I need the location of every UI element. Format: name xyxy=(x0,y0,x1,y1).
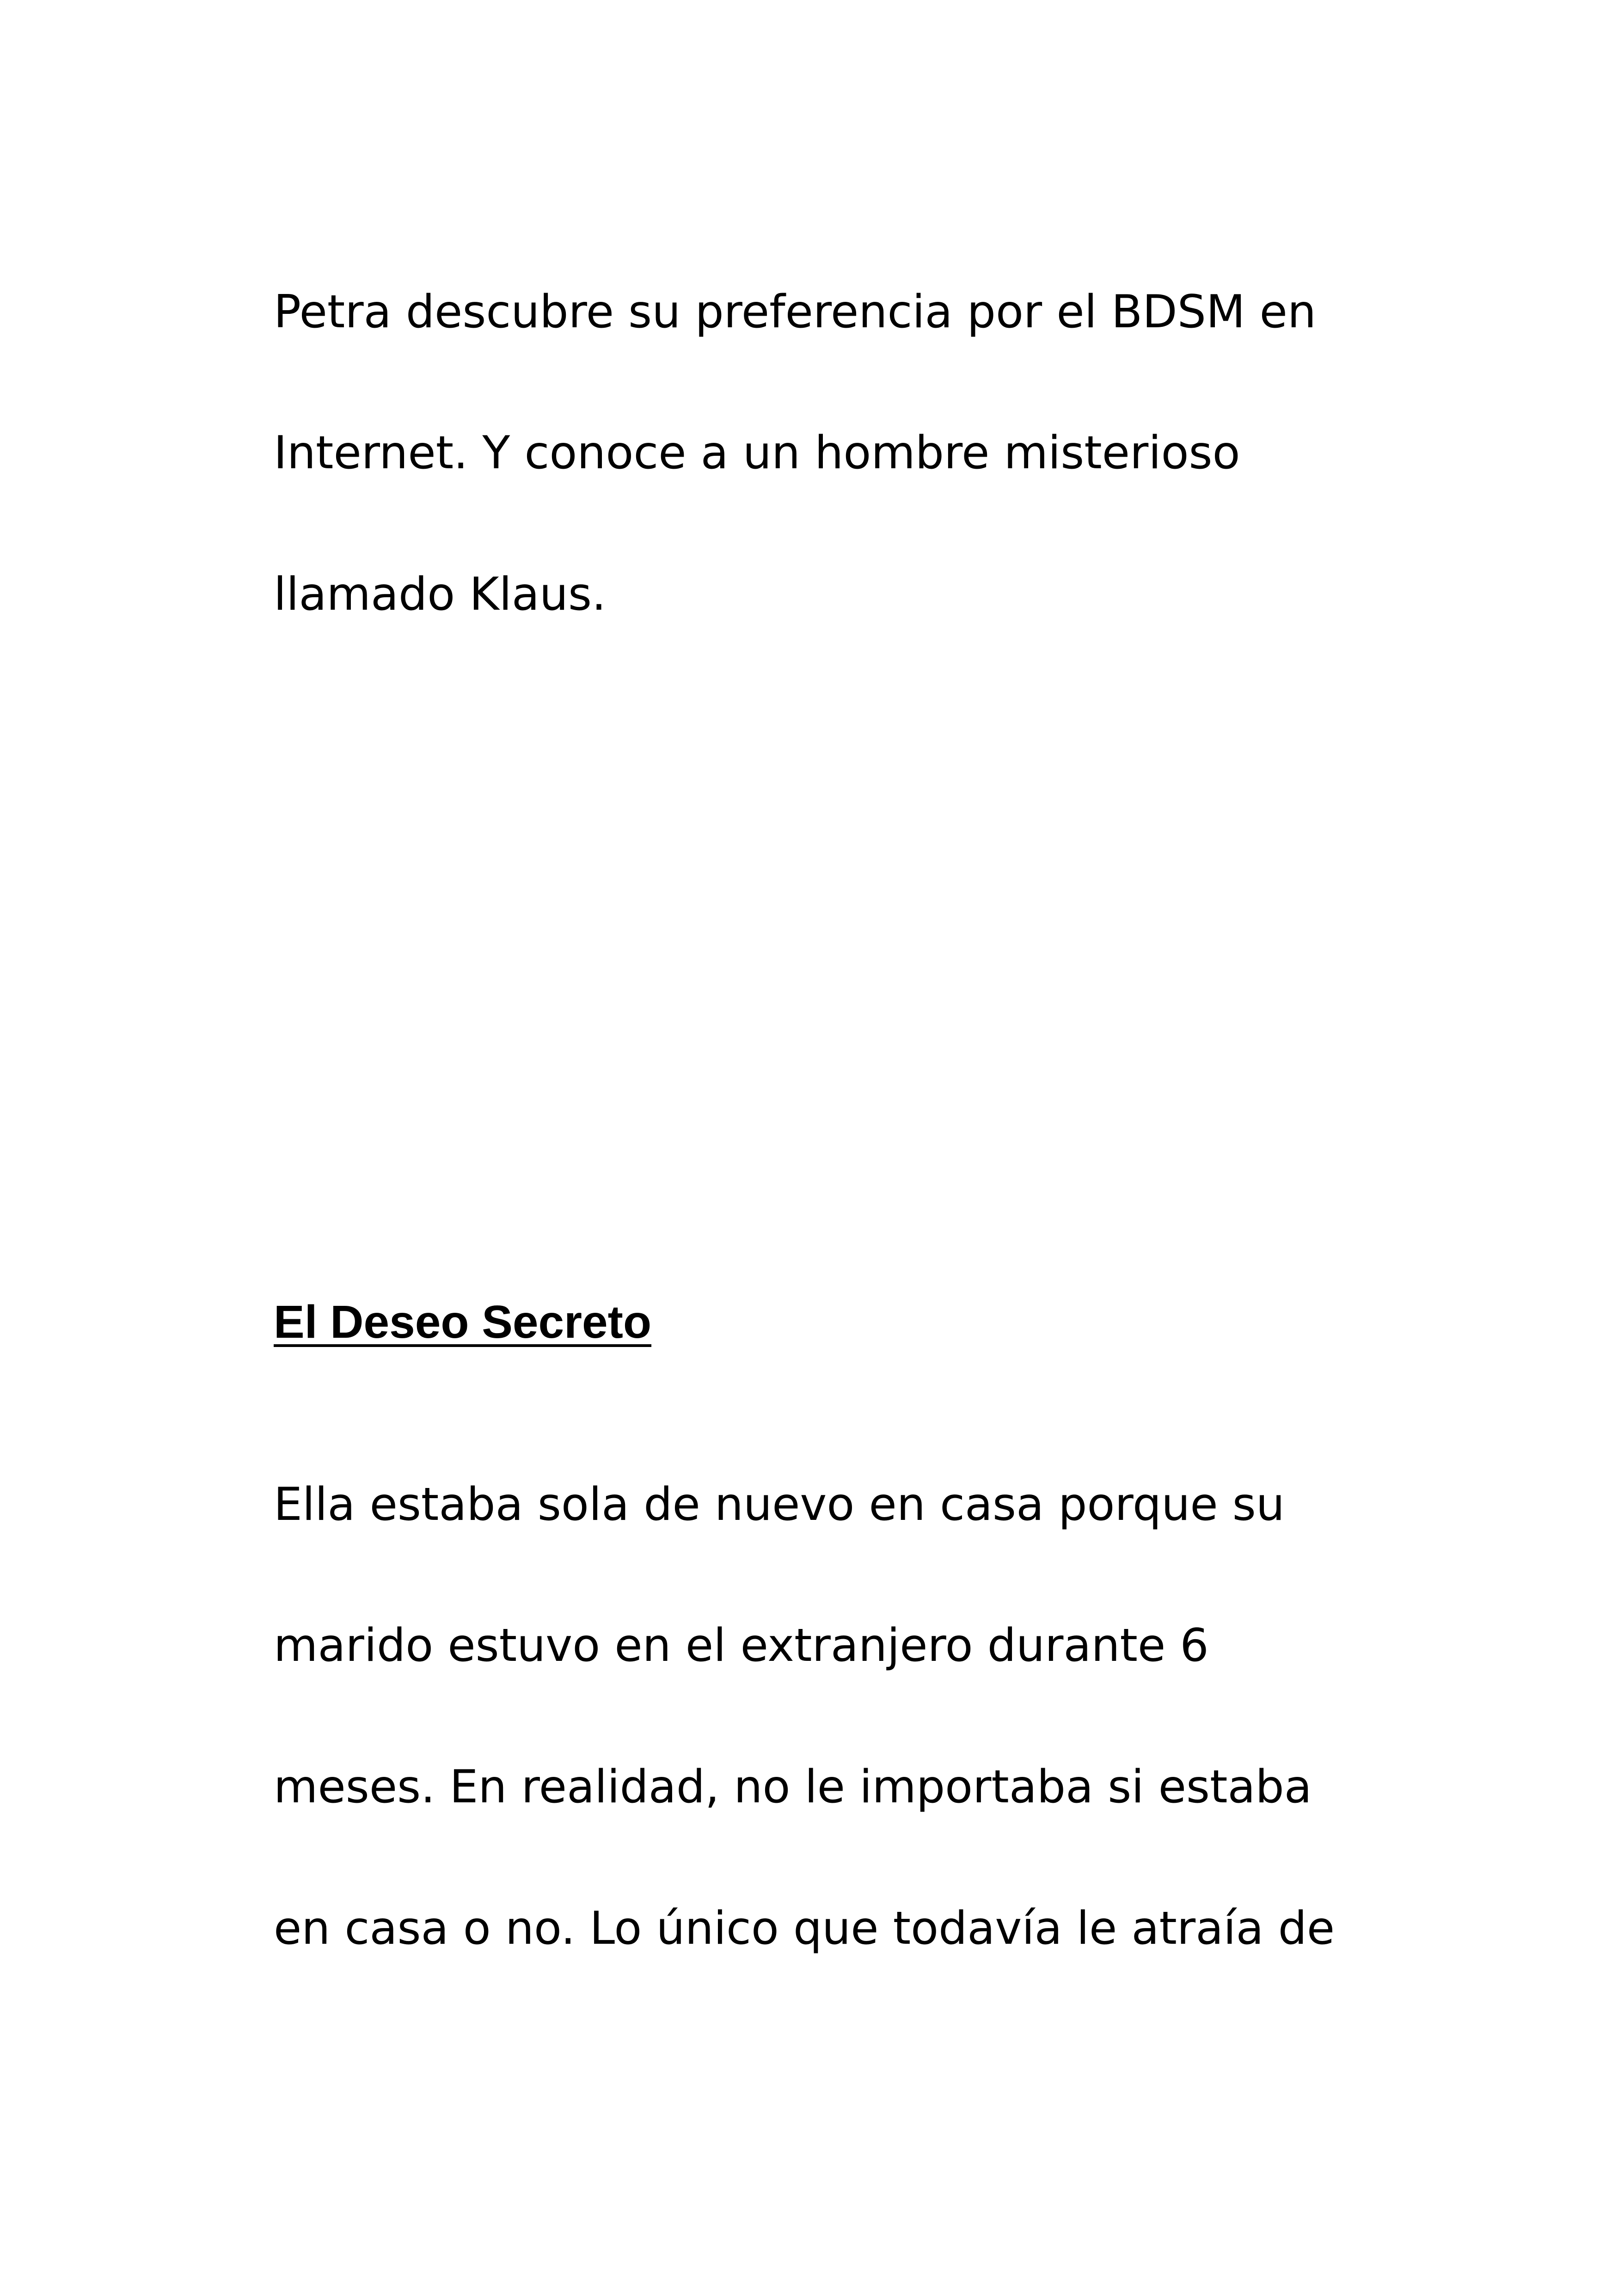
body-text-line: marido estuvo en el extranjero durante 6 xyxy=(274,1619,1209,1672)
intro-text-line: Internet. Y conoce a un hombre misterioso xyxy=(274,427,1240,479)
intro-text-line: Petra descubre su preferencia por el BDSM en xyxy=(274,286,1317,338)
body-text-line: meses. En realidad, no le importaba si estaba xyxy=(274,1761,1312,1813)
section-title: El Deseo Secreto xyxy=(274,1296,652,1348)
body-text-line: en casa o no. Lo único que todavía le atraía de xyxy=(274,1902,1335,1955)
body-text-line: Ella estaba sola de nuevo en casa porque su xyxy=(274,1478,1285,1531)
intro-text-line: llamado Klaus. xyxy=(274,568,607,621)
